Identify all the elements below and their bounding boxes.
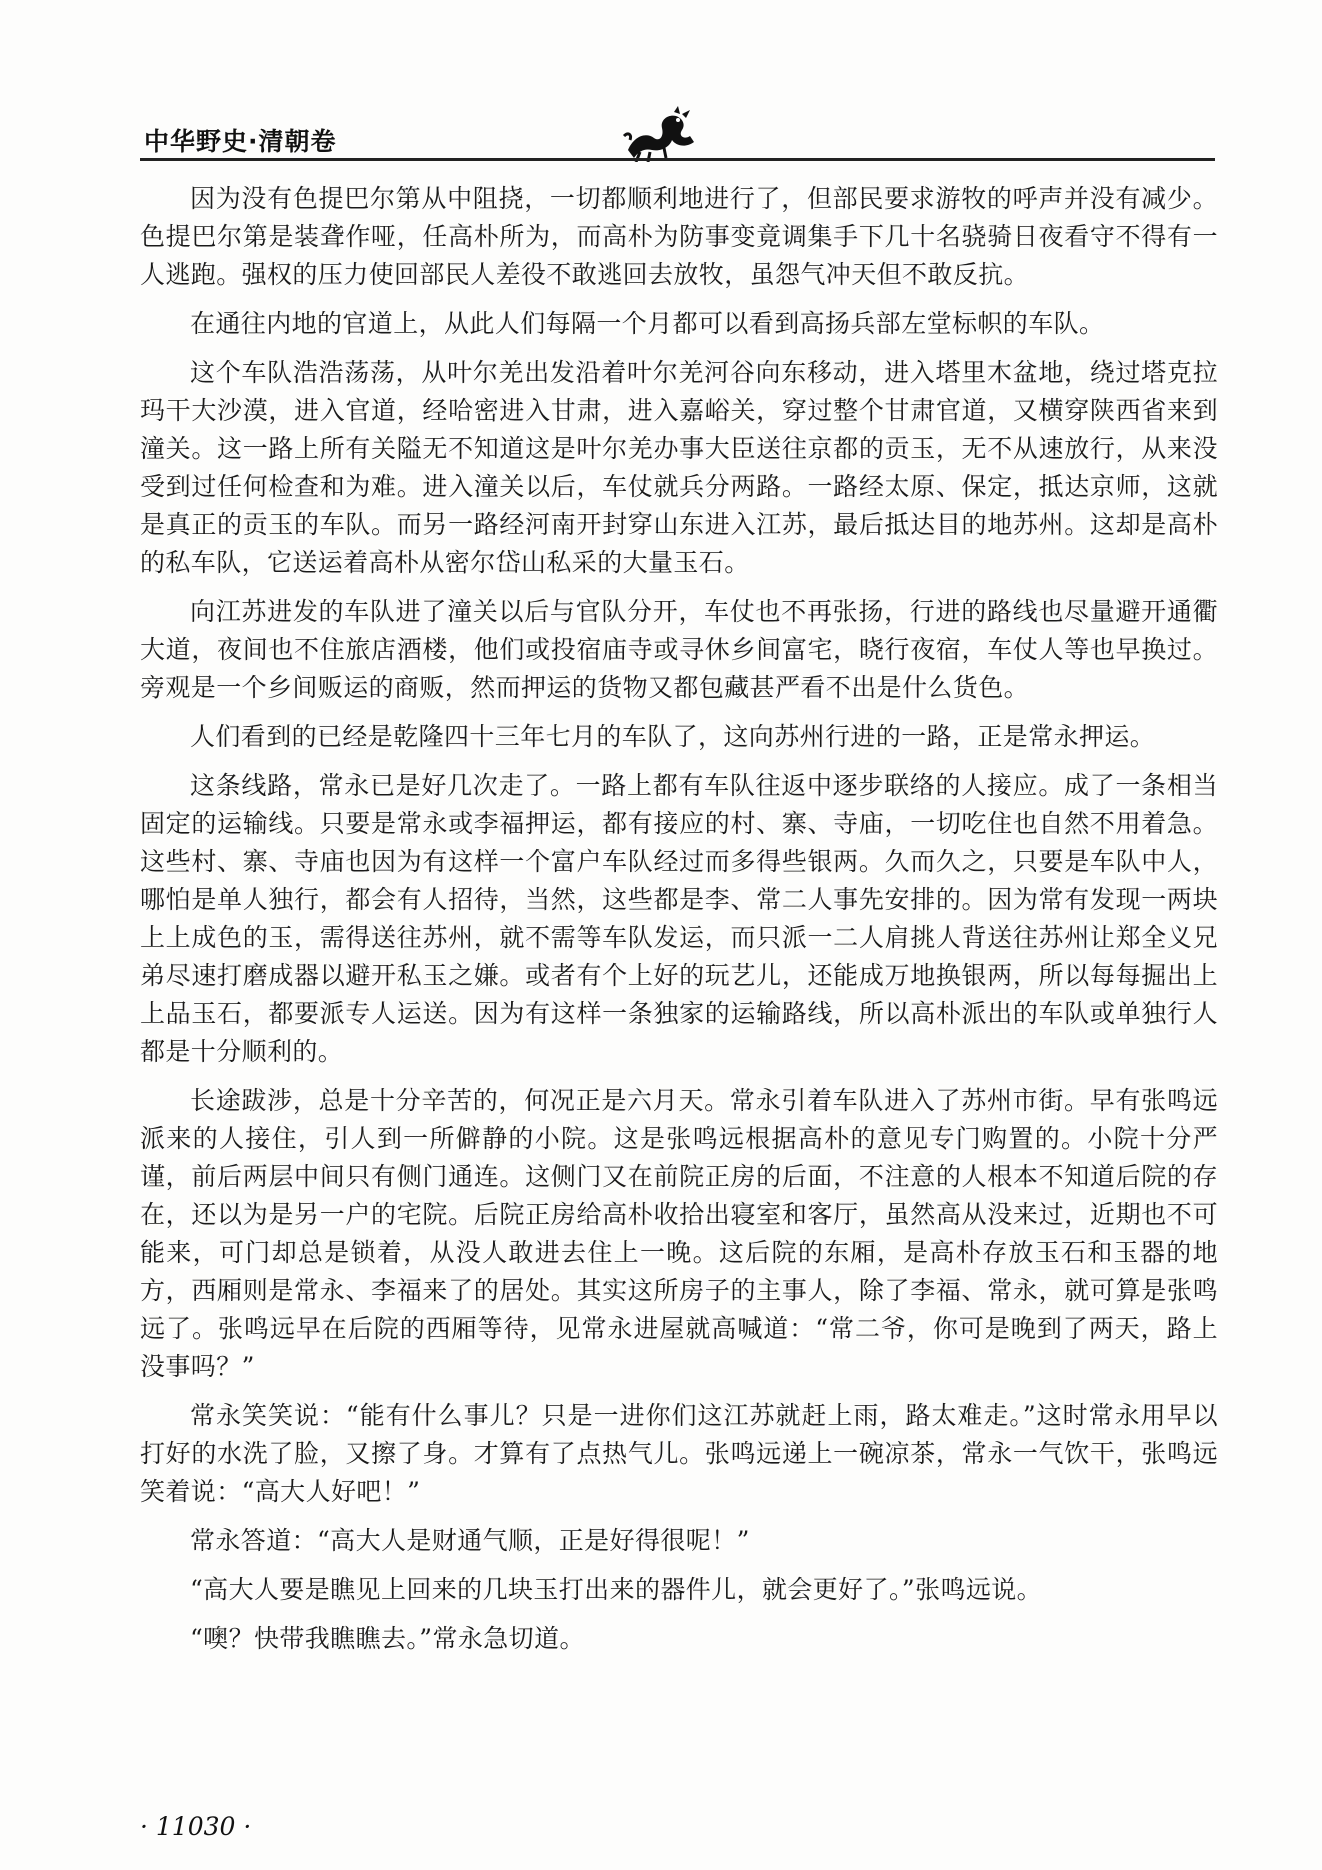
paragraph: 常永笑笑说：“能有什么事儿？只是一进你们这江苏就赶上雨，路太难走。”这时常永用早以打好的水洗了脸，又擦了身。才算有了点热气儿。张鸣远递上一碗凉茶，常永一气饮干，张鸣远笑着说：“高大人好吧！” xyxy=(140,1401,1218,1506)
dragon-icon xyxy=(620,106,700,162)
paragraph: 这条线路，常永已是好几次走了。一路上都有车队往返中逐步联络的人接应。成了一条相当固定的运输线。只要是常永或李福押运，都有接应的村、寨、寺庙，一切吃住也自然不用着急。这些村、寨、寺庙也因为有这样一个富户车队经过而多得些银两。久而久之，只要是车队中人，哪怕是单人独行，都会有人招待，当然，这些都是李、常二人事先安排的。因为常有发现一两块上上成色的玉，需得送往苏州，就不需等车队发运，而只派一二人肩挑人背送往苏州让郑全义兄弟尽速打磨成器以避开私玉之嫌。或者有个上好的玩艺儿，还能成万地换银两，所以每每掘出上上品玉石，都要派专人运送。因为有这样一条独家的运输路线，所以高朴派出的车队或单独行人都是十分顺利的。 xyxy=(140,771,1218,1066)
paragraph: 长途跋涉，总是十分辛苦的，何况正是六月天。常永引着车队进入了苏州市街。早有张鸣远派来的人接住，引人到一所僻静的小院。这是张鸣远根据高朴的意见专门购置的。小院十分严谨，前后两层中间只有侧门通连。这侧门又在前院正房的后面，不注意的人根本不知道后院的存在，还以为是另一户的宅院。后院正房给高朴收拾出寝室和客厅，虽然高从没来过，近期也不可能来，可门却总是锁着，从没人敢进去住上一晚。这后院的东厢，是高朴存放玉石和玉器的地方，西厢则是常永、李福来了的居处。其实这所房子的主事人，除了李福、常永，就可算是张鸣远了。张鸣远早在后院的西厢等待，见常永进屋就高喊道：“常二爷，你可是晚到了两天，路上没事吗？” xyxy=(140,1086,1218,1381)
page-number: · 11030 · xyxy=(140,1812,252,1841)
book-title: 中华野史·清朝卷 xyxy=(144,127,337,156)
paragraph: “噢？快带我瞧瞧去。”常永急切道。 xyxy=(190,1624,585,1653)
paragraph: “高大人要是瞧见上回来的几块玉打出来的器件儿，就会更好了。”张鸣远说。 xyxy=(190,1575,1043,1604)
paragraph: 这个车队浩浩荡荡，从叶尔羌出发沿着叶尔羌河谷向东移动，进入塔里木盆地，绕过塔克拉玛干大沙漠，进入官道，经哈密进入甘肃，进入嘉峪关，穿过整个甘肃官道，又横穿陕西省来到潼关。这一路上所有关隘无不知道这是叶尔羌办事大臣送往京都的贡玉，无不从速放行，从来没受到过任何检查和为难。进入潼关以后，车仗就兵分两路。一路经太原、保定，抵达京师，这就是真正的贡玉的车队。而另一路经河南开封穿山东进入江苏，最后抵达目的地苏州。这却是高朴的私车队，它送运着高朴从密尔岱山私采的大量玉石。 xyxy=(140,358,1218,577)
body-text xyxy=(140,180,1218,1669)
paragraph: 常永答道：“高大人是财通气顺，正是好得很呢！” xyxy=(190,1526,750,1555)
paragraph: 在通往内地的官道上，从此人们每隔一个月都可以看到高扬兵部左堂标帜的车队。 xyxy=(190,309,1105,338)
paragraph: 向江苏进发的车队进了潼关以后与官队分开，车仗也不再张扬，行进的路线也尽量避开通衢大道，夜间也不住旅店酒楼，他们或投宿庙寺或寻休乡间富宅，晓行夜宿，车仗人等也早换过。旁观是一个乡间贩运的商贩，然而押运的货物又都包藏甚严看不出是什么货色。 xyxy=(140,597,1218,702)
header-rule xyxy=(140,158,1215,161)
paragraph: 因为没有色提巴尔第从中阻挠，一切都顺利地进行了，但部民要求游牧的呼声并没有减少。色提巴尔第是装聋作哑，任高朴所为，而高朴为防事变竟调集手下几十名骁骑日夜看守不得有一人逃跑。强权的压力使回部民人差役不敢逃回去放牧，虽怨气冲天但不敢反抗。 xyxy=(140,184,1218,289)
running-header xyxy=(140,112,1215,162)
paragraph: 人们看到的已经是乾隆四十三年七月的车队了，这向苏州行进的一路，正是常永押运。 xyxy=(190,722,1156,751)
